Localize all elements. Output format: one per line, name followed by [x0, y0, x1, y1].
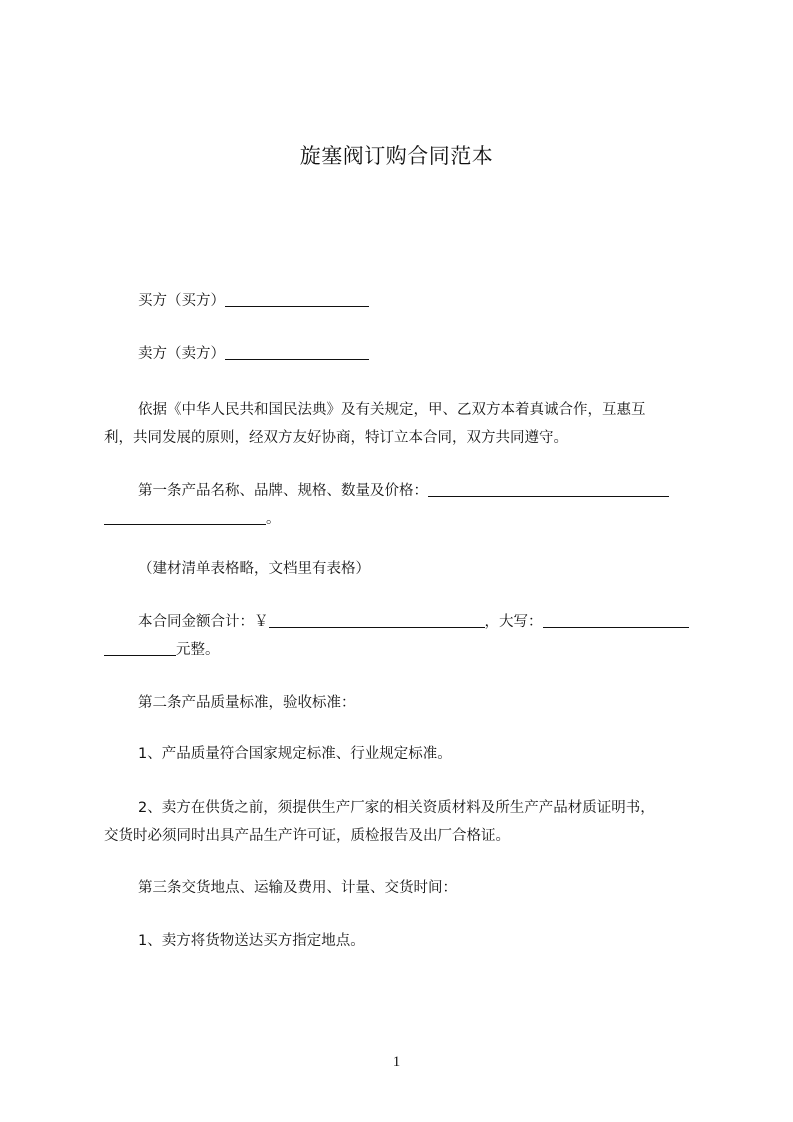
article2-heading-line — [104, 689, 701, 717]
article2-item1-line — [104, 740, 701, 768]
amount-figure-blank[interactable] — [269, 612, 485, 628]
article1-blank-2[interactable] — [104, 509, 266, 525]
seller-label: 卖方（卖方） — [138, 346, 225, 362]
buyer-line — [104, 287, 701, 315]
seller-line — [104, 340, 701, 368]
article2-item-2-line-1: 2、卖方在供货之前，须提供生产厂家的相关资质材料及所生产产品材质证明书， — [138, 800, 655, 816]
article3-item1-line — [104, 927, 701, 955]
article3-heading-line — [104, 874, 701, 902]
buyer-label: 买方（买方） — [138, 293, 225, 309]
article1-paragraph — [104, 477, 701, 533]
intro-paragraph — [104, 396, 701, 452]
amount-label: 本合同金额合计：￥ — [138, 614, 269, 630]
intro-line-2: 利，共同发展的原则，经双方友好协商，特订立本合同，双方共同遵守。 — [104, 430, 568, 446]
materials-note: （建材清单表格略，文档里有表格） — [138, 561, 370, 577]
article3-heading: 第三条交货地点、运输及费用、计量、交货时间： — [138, 880, 457, 896]
article3-item-1: 1、卖方将货物送达买方指定地点。 — [138, 933, 365, 949]
article2-item2-paragraph — [104, 794, 701, 850]
seller-blank[interactable] — [225, 344, 369, 360]
document-title: 旋塞阀订购合同范本 — [299, 144, 494, 168]
amount-paragraph — [104, 608, 701, 664]
article1-heading: 第一条产品名称、品牌、规格、数量及价格： — [138, 483, 428, 499]
article2-heading: 第二条产品质量标准，验收标准： — [138, 695, 356, 711]
amount-words-blank-1[interactable] — [543, 612, 689, 628]
article2-item-2-line-2: 交货时必须同时出具产品生产许可证，质检报告及出厂合格证。 — [104, 828, 510, 844]
materials-note-line — [104, 555, 701, 583]
amount-words-label: ，大写： — [484, 614, 543, 630]
amount-words-blank-2[interactable] — [104, 640, 176, 656]
article1-end: 。 — [266, 511, 281, 527]
page-number: 1 — [392, 1054, 401, 1070]
article1-blank-1[interactable] — [428, 481, 669, 497]
amount-end: 元整。 — [176, 642, 220, 658]
buyer-blank[interactable] — [225, 291, 369, 307]
article2-item-1: 1、产品质量符合国家规定标准、行业规定标准。 — [138, 746, 452, 762]
intro-line-1: 依据《中华人民共和国民法典》及有关规定，甲、乙双方本着真诚合作，互惠互 — [138, 402, 646, 418]
